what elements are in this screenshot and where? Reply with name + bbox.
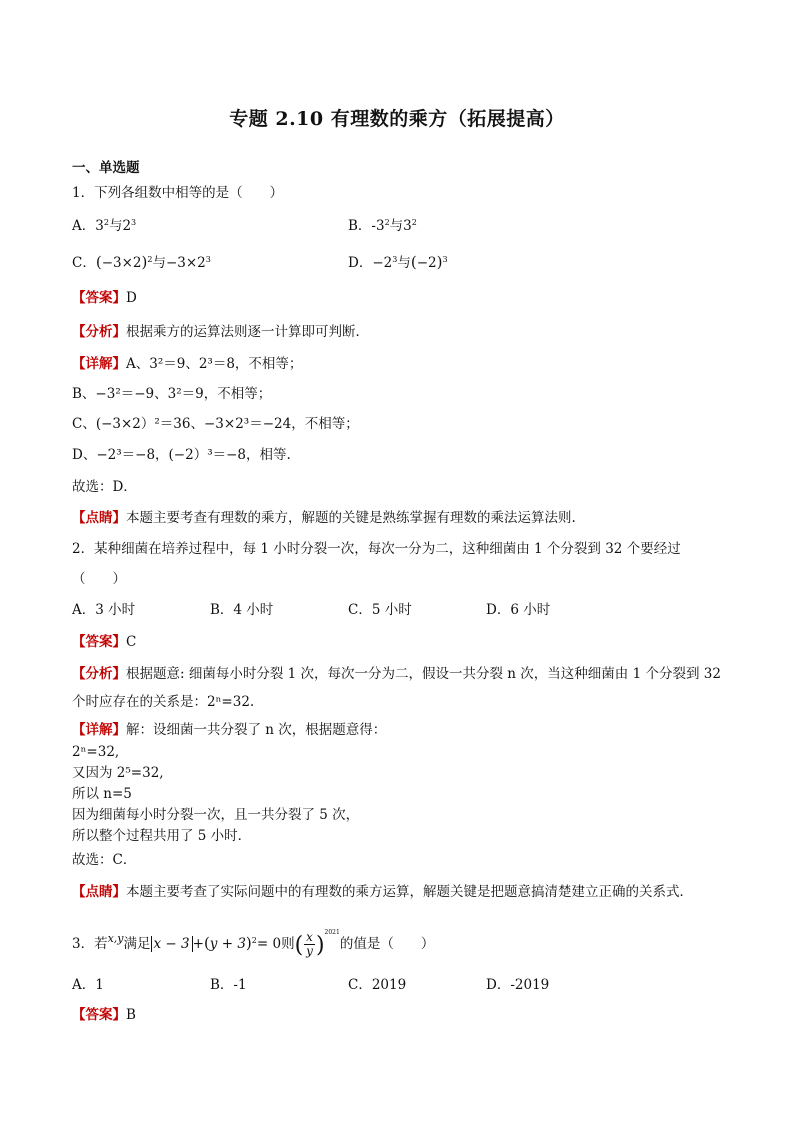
q1-detail-b: B、−3²＝−9、3²＝9，不相等； xyxy=(72,386,272,402)
q3-fraction: $\frac{x}{y}$ xyxy=(306,930,313,958)
q2-option-b: B．4 小时 xyxy=(210,602,274,618)
q1-option-a: A．$3^2$与$2^3$ xyxy=(72,218,137,234)
q2-stem: 2．某种细菌在培养过程中，每 1 小时分裂一次，每次一分为二，这种细菌由 1 个分裂到 32 个要经过 xyxy=(72,541,681,557)
q2-analysis-2: 个时应存在的关系是：2ⁿ=32. xyxy=(72,694,255,710)
page-title: 专题 2.10 有理数的乘方（拓展提高） xyxy=(229,108,565,130)
q2-comment: 【点睛】本题主要考查了实际问题中的有理数的乘方运算，解题关键是把题意搞清楚建立正确的关系式． xyxy=(72,884,693,900)
q3-stem: 3．若$^{x,y}$满足 $x - 3 +(y + 3)^2= 0$则( $\frac{x}{y}$ )$^{2021}$的值是（ ） xyxy=(72,929,435,958)
q1-analysis: 【分析】根据乘方的运算法则逐一计算即可判断． xyxy=(72,324,369,340)
q2-detail-5: 因为细菌每小时分裂一次，且一共分裂了 5 次， xyxy=(72,807,360,823)
q3-answer: 【答案】B xyxy=(72,1007,136,1023)
q3-absolute-value: x − 3 xyxy=(151,936,193,952)
q2-detail-1: 【详解】解：设细菌一共分裂了 n 次，根据题意得： xyxy=(72,722,387,738)
q1-option-d: D．$-2^3$与$(-2)^3$ xyxy=(348,253,448,271)
q2-analysis: 【分析】根据题意: 细菌每小时分裂 1 次，每次一分为二，假设一共分裂 n 次，当这种细菌由 1 个分裂到 32 xyxy=(72,666,721,682)
q3-option-b: B．-1 xyxy=(210,977,247,993)
q2-option-a: A．3 小时 xyxy=(72,602,136,618)
q2-detail-6: 所以整个过程共用了 5 小时． xyxy=(72,828,252,844)
q1-detail-d: D、−2³＝−8，(−2）³＝−8，相等. xyxy=(72,447,291,463)
q1-option-c: C．$(-3\times 2)^2$与$-3\times 2^3$ xyxy=(72,253,211,271)
q1-stem: 1．下列各组数中相等的是（ ） xyxy=(72,185,284,201)
q2-detail-3: 又因为 2⁵=32, xyxy=(72,765,164,781)
q2-detail-2: 2ⁿ=32, xyxy=(72,744,120,760)
q2-option-c: C．5 小时 xyxy=(348,602,412,618)
q1-option-b: B．$-3^2$与$3^2$ xyxy=(348,218,417,234)
q1-choose: 故选：D． xyxy=(72,479,137,495)
q3-option-c: C．2019 xyxy=(348,977,407,993)
q2-choose: 故选：C． xyxy=(72,852,137,868)
q1-detail-c: C、(−3×2）²＝36、−3×2³＝−24，不相等； xyxy=(72,416,359,432)
q3-option-d: D．-2019 xyxy=(486,977,550,993)
q1-answer: 【答案】D xyxy=(72,290,137,306)
q2-answer: 【答案】C xyxy=(72,634,137,650)
q3-option-a: A．1 xyxy=(72,977,104,993)
q2-stem-paren: （ ） xyxy=(72,571,126,587)
q2-detail-4: 所以 n=5 xyxy=(72,786,132,802)
q1-detail-a: 【详解】A、3²＝9、2³＝8，不相等； xyxy=(72,356,303,372)
section-heading: 一、单选题 xyxy=(72,160,140,176)
q1-comment: 【点睛】本题主要考查有理数的乘方，解题的关键是熟练掌握有理数的乘法运算法则. xyxy=(72,510,576,526)
q2-option-d: D．6 小时 xyxy=(486,602,551,618)
